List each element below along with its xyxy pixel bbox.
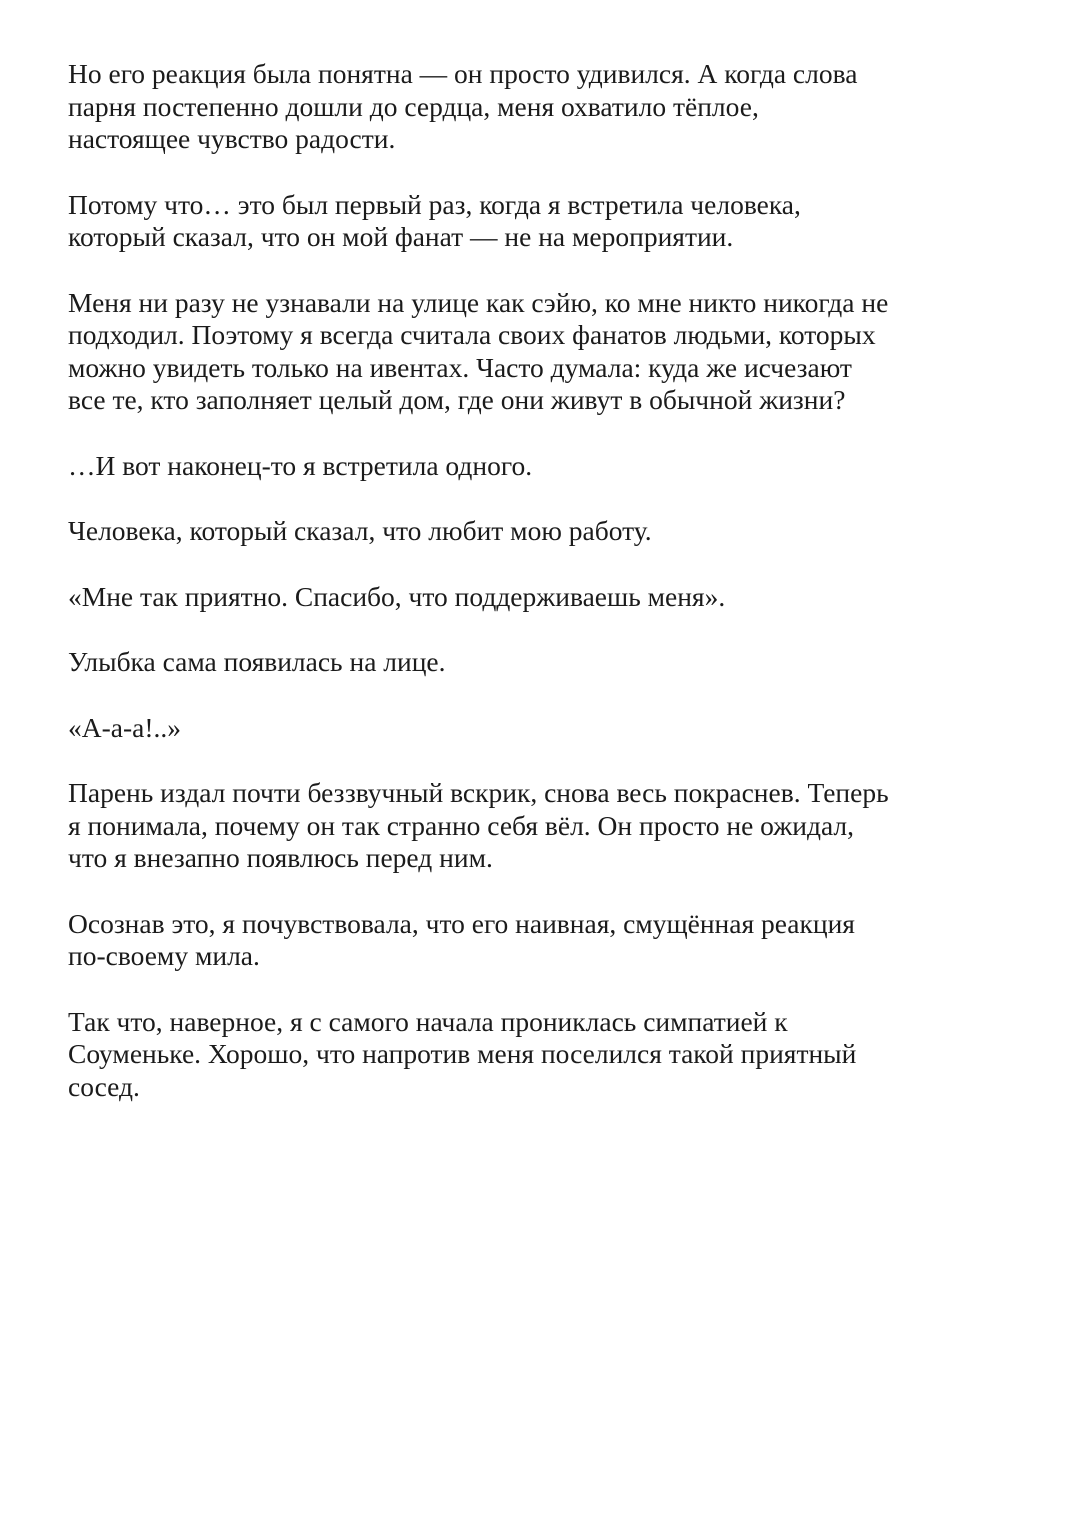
paragraph-4	[68, 450, 1028, 483]
text-line: парня постепенно дошли до сердца, меня охватило тёплое,	[68, 90, 759, 122]
text-line: Потому что… это был первый раз, когда я встретила человека,	[68, 188, 801, 220]
text-line: Парень издал почти беззвучный вскрик, снова весь покраснев. Теперь	[68, 777, 889, 808]
text-line: Улыбка сама появилась на лице.	[68, 646, 446, 677]
paragraph-10	[68, 908, 1028, 973]
paragraph-11	[68, 1006, 1028, 1104]
paragraph-3	[68, 287, 1028, 417]
text-line: Но его реакция была понятна — он просто удивился. А когда слова	[68, 58, 858, 89]
text-line: Соуменьке. Хорошо, что напротив меня поселился такой приятный	[68, 1038, 857, 1069]
text-line: «Мне так приятно. Спасибо, что поддерживаешь меня».	[68, 580, 726, 612]
text-line: подходил. Поэтому я всегда считала своих фанатов людьми, которых	[68, 319, 876, 350]
text-line: настоящее чувство радости.	[68, 123, 396, 154]
paragraph-9	[68, 777, 1028, 875]
paragraph-6	[68, 581, 1028, 614]
text-line: по-своему мила.	[68, 940, 260, 971]
paragraph-2	[68, 189, 1028, 254]
text-line: все те, кто заполняет целый дом, где они живут в обычной жизни?	[68, 384, 846, 415]
text-line: можно увидеть только на ивентах. Часто думала: куда же исчезают	[68, 351, 852, 383]
text-line: Меня ни разу не узнавали на улице как сэйю, ко мне никто никогда не	[68, 286, 889, 318]
text-line: который сказал, что он мой фанат — не на мероприятии.	[68, 221, 734, 252]
paragraph-5	[68, 515, 1028, 548]
text-line: «А-а-а!..»	[68, 711, 181, 743]
text-line: …И вот наконец-то я встретила одного.	[68, 449, 533, 481]
paragraph-1	[68, 58, 1028, 156]
document-body	[68, 58, 1028, 1136]
text-line: я понимала, почему он так странно себя вёл. Он просто не ожидал,	[68, 809, 854, 841]
paragraph-7	[68, 646, 1028, 679]
text-line: Так что, наверное, я с самого начала прониклась симпатией к	[68, 1005, 788, 1037]
text-line: Осознав это, я почувствовала, что его наивная, смущённая реакция	[68, 907, 855, 939]
text-line: сосед.	[68, 1070, 140, 1102]
paragraph-8	[68, 712, 1028, 745]
text-line: Человека, который сказал, что любит мою работу.	[68, 515, 652, 546]
text-line: что я внезапно появлюсь перед ним.	[68, 842, 493, 873]
